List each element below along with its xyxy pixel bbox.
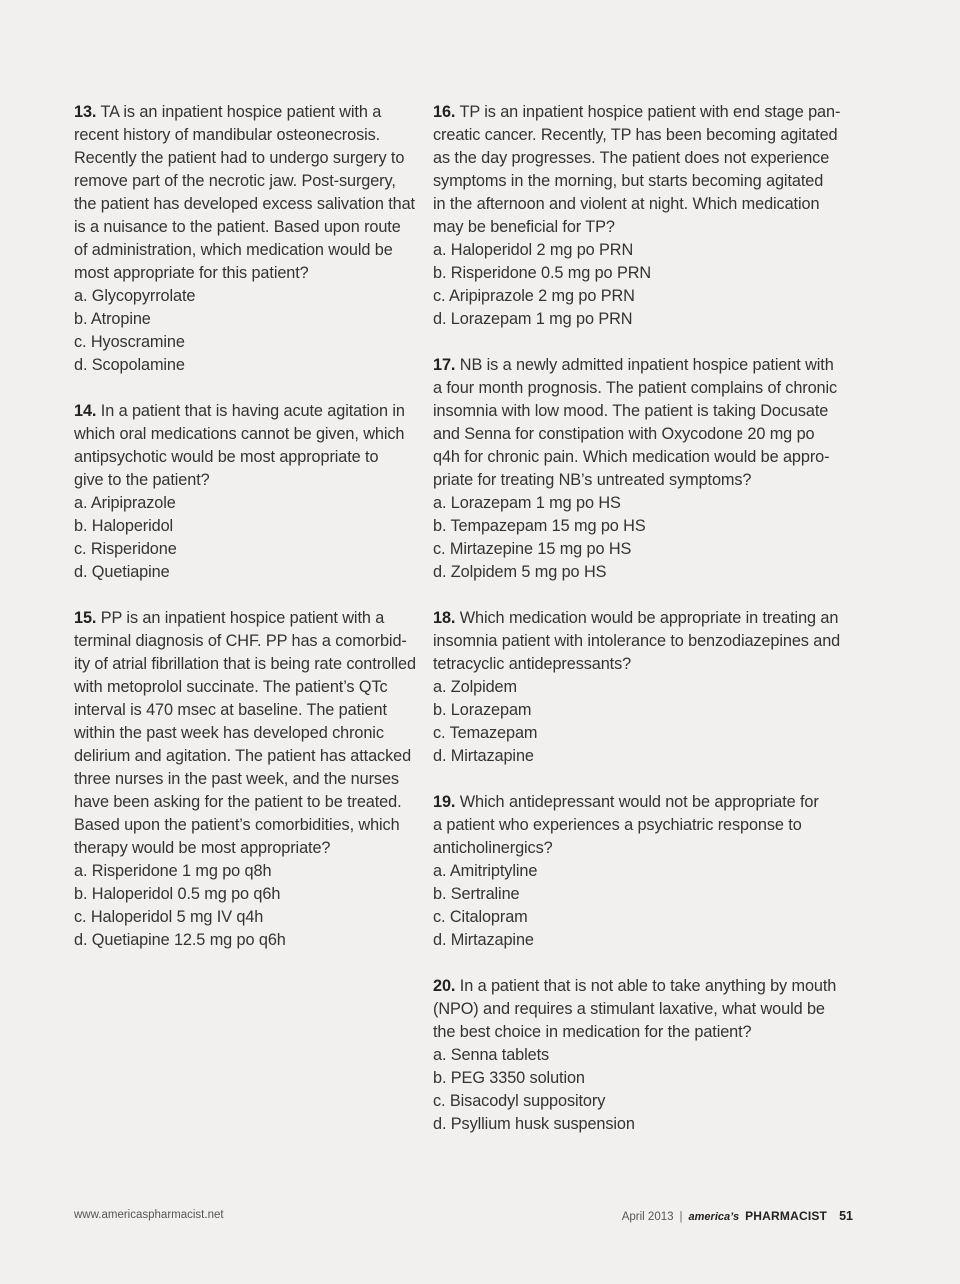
question-number: 19. <box>433 793 456 811</box>
question-18 <box>433 607 853 768</box>
question-text: may be beneficial for TP? <box>433 218 615 236</box>
brand-name: PHARMACIST <box>745 1209 828 1223</box>
footer-masthead <box>622 1209 853 1223</box>
question-text: In a patient that is having acute agitation in <box>100 402 405 420</box>
question-20 <box>433 975 853 1136</box>
question-text: NB is a newly admitted inpatient hospice patient with <box>459 356 834 374</box>
answer-option: c. Citalopram <box>433 908 528 926</box>
question-number: 16. <box>433 103 456 121</box>
answer-option: d. Scopolamine <box>74 356 185 374</box>
question-text: antipsychotic would be most appropriate to <box>74 448 379 466</box>
question-number: 20. <box>433 977 456 995</box>
question-text: anticholinergics? <box>433 839 553 857</box>
question-text: the patient has developed excess salivation that <box>74 195 415 213</box>
answer-option: c. Mirtazepine 15 mg po HS <box>433 540 632 558</box>
answer-option: c. Hyoscramine <box>74 333 185 351</box>
question-number: 13. <box>74 103 97 121</box>
question-text: insomnia patient with intolerance to benzodiazepines and <box>433 632 841 650</box>
answer-option: d. Quetiapine 12.5 mg po q6h <box>74 931 286 949</box>
answer-option: a. Senna tablets <box>433 1046 550 1064</box>
answer-option: c. Temazepam <box>433 724 538 742</box>
question-text: Recently the patient had to undergo surgery to <box>74 149 405 167</box>
answer-option: b. Risperidone 0.5 mg po PRN <box>433 264 652 282</box>
question-text: recent history of mandibular osteonecrosis. <box>74 126 381 144</box>
footer-url[interactable]: www.americaspharmacist.net <box>74 1209 224 1221</box>
answer-option: a. Risperidone 1 mg po q8h <box>74 862 272 880</box>
question-text: tetracyclic antidepressants? <box>433 655 632 673</box>
question-number: 17. <box>433 356 456 374</box>
question-text: In a patient that is not able to take anything by mouth <box>459 977 837 995</box>
answer-option: a. Glycopyrrolate <box>74 287 196 305</box>
question-number: 18. <box>433 609 456 627</box>
answer-option: d. Quetiapine <box>74 563 170 581</box>
question-text: (NPO) and requires a stimulant laxative, what would be <box>433 1000 825 1018</box>
question-text: which oral medications cannot be given, which <box>74 425 405 443</box>
question-text: Which medication would be appropriate in treating an <box>459 609 839 627</box>
answer-option: d. Psyllium husk suspension <box>433 1115 635 1133</box>
question-text: as the day progresses. The patient does not experience <box>433 149 830 167</box>
answer-option: b. PEG 3350 solution <box>433 1069 585 1087</box>
question-text: interval is 470 msec at baseline. The patient <box>74 701 387 719</box>
question-text: TA is an inpatient hospice patient with a <box>100 103 382 121</box>
question-16 <box>433 101 853 331</box>
question-15 <box>74 607 419 952</box>
question-19 <box>433 791 853 952</box>
answer-option: b. Atropine <box>74 310 151 328</box>
question-text: have been asking for the patient to be treated. <box>74 793 402 811</box>
brand-prefix: america’s <box>688 1211 740 1223</box>
question-text: most appropriate for this patient? <box>74 264 309 282</box>
answer-option: d. Mirtazapine <box>433 747 534 765</box>
answer-option: b. Lorazepam <box>433 701 532 719</box>
question-text: three nurses in the past week, and the nurses <box>74 770 399 788</box>
answer-option: d. Zolpidem 5 mg po HS <box>433 563 607 581</box>
question-text: of administration, which medication would be <box>74 241 393 259</box>
left-column <box>74 101 419 975</box>
answer-option: c. Bisacodyl suppository <box>433 1092 606 1110</box>
answer-option: d. Mirtazapine <box>433 931 534 949</box>
page-footer <box>74 1209 853 1227</box>
question-text: within the past week has developed chronic <box>74 724 384 742</box>
question-text: and Senna for constipation with Oxycodone 20 mg po <box>433 425 815 443</box>
answer-option: a. Aripiprazole <box>74 494 176 512</box>
right-column <box>433 101 853 1159</box>
answer-option: a. Lorazepam 1 mg po HS <box>433 494 621 512</box>
answer-option: a. Zolpidem <box>433 678 517 696</box>
question-text: with metoprolol succinate. The patient’s QTc <box>74 678 388 696</box>
question-17 <box>433 354 853 584</box>
question-text: Which antidepressant would not be appropriate for <box>459 793 819 811</box>
answer-option: c. Aripiprazole 2 mg po PRN <box>433 287 635 305</box>
question-text: therapy would be most appropriate? <box>74 839 331 857</box>
question-13 <box>74 101 419 377</box>
question-text: q4h for chronic pain. Which medication would be appro- <box>433 448 830 466</box>
answer-option: b. Haloperidol 0.5 mg po q6h <box>74 885 281 903</box>
question-text: in the afternoon and violent at night. Which medication <box>433 195 820 213</box>
answer-option: a. Amitriptyline <box>433 862 538 880</box>
answer-option: b. Sertraline <box>433 885 520 903</box>
question-text: insomnia with low mood. The patient is taking Docusate <box>433 402 829 420</box>
question-text: the best choice in medication for the patient? <box>433 1023 752 1041</box>
question-text: Based upon the patient’s comorbidities, which <box>74 816 400 834</box>
question-text: a patient who experiences a psychiatric response to <box>433 816 802 834</box>
question-text: ity of atrial fibrillation that is being rate controlled <box>74 655 416 673</box>
issue-date: April 2013 <box>621 1211 674 1223</box>
question-text: creatic cancer. Recently, TP has been becoming agitated <box>433 126 838 144</box>
footer-separator: | <box>679 1211 683 1223</box>
question-number: 14. <box>74 402 97 420</box>
question-text: delirium and agitation. The patient has attacked <box>74 747 412 765</box>
answer-option: d. Lorazepam 1 mg po PRN <box>433 310 633 328</box>
question-text: symptoms in the morning, but starts becoming agitated <box>433 172 824 190</box>
question-text: a four month prognosis. The patient complains of chronic <box>433 379 838 397</box>
question-text: terminal diagnosis of CHF. PP has a comorbid- <box>74 632 407 650</box>
answer-option: c. Risperidone <box>74 540 177 558</box>
answer-option: b. Haloperidol <box>74 517 174 535</box>
question-text: priate for treating NB’s untreated symptoms? <box>433 471 752 489</box>
answer-option: b. Tempazepam 15 mg po HS <box>433 517 646 535</box>
question-text: remove part of the necrotic jaw. Post-surgery, <box>74 172 396 190</box>
answer-option: c. Haloperidol 5 mg IV q4h <box>74 908 264 926</box>
question-text: PP is an inpatient hospice patient with a <box>100 609 385 627</box>
question-text: TP is an inpatient hospice patient with end stage pan- <box>459 103 841 121</box>
answer-option: a. Haloperidol 2 mg po PRN <box>433 241 634 259</box>
question-text: give to the patient? <box>74 471 210 489</box>
question-14 <box>74 400 419 584</box>
question-number: 15. <box>74 609 97 627</box>
page-number: 51 <box>839 1209 853 1223</box>
question-text: is a nuisance to the patient. Based upon route <box>74 218 401 236</box>
